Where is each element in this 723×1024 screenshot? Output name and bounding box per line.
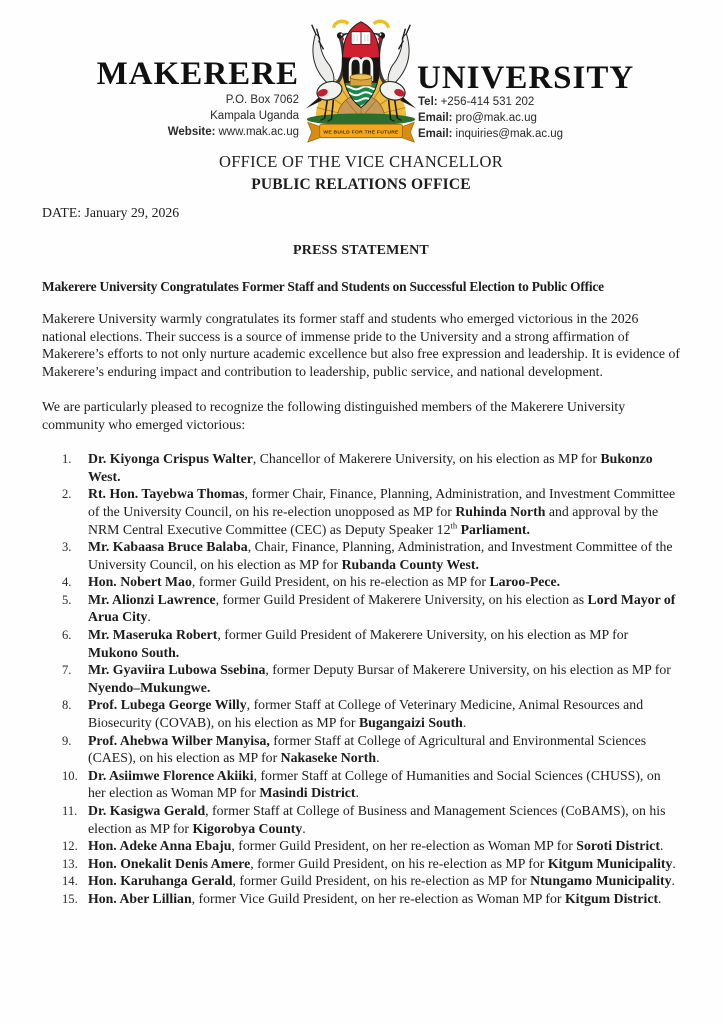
letterhead-line-label: Email: xyxy=(418,112,453,124)
letterhead-line xyxy=(418,94,563,110)
motto-banner xyxy=(308,122,414,142)
letterhead-line-label: Website: xyxy=(167,126,216,138)
letterhead-line-label: Tel: xyxy=(418,96,438,108)
letterhead-line-value: Kampala Uganda xyxy=(210,110,299,122)
wordmark-makerere: MAKERERE xyxy=(96,56,299,92)
body-paragraphs xyxy=(42,310,680,433)
office-title: OFFICE OF THE VICE CHANCELLOR xyxy=(218,152,504,171)
body-paragraph: Makerere University warmly congratulates its former staff and students who emerged victorious in the 2026 national elections. Their success is a source of immense pride to the University and a strong affirmation of Makerere’s efforts to not only nurture academic excellence but also free expression and leadership. It is evidence of Makerere’s enduring impact and contribution to leadership, public service, and national development. xyxy=(42,310,680,379)
letterhead-line xyxy=(418,110,563,126)
date-line: DATE: January 29, 2026 xyxy=(42,205,180,221)
list-item: Mr. Gyaviira Lubowa Ssebina, former Deputy Bursar of Makerere University, on his election as MP for Nyendo–Mukungwe. xyxy=(88,662,671,695)
list-item: Dr. Kiyonga Crispus Walter, Chancellor of Makerere University, on his election as MP for Bukonzo West. xyxy=(88,451,653,484)
list-item: Dr. Kasigwa Gerald, former Staff at College of Business and Management Sciences (CoBAMS), on his election as MP for Kigorobya County. xyxy=(88,803,666,836)
list-item: Prof. Lubega George Willy, former Staff at College of Veterinary Medicine, Animal Resources and Biosecurity (COVAB), on his election as MP for Bugangaizi South. xyxy=(88,697,644,731)
address-block xyxy=(168,92,299,140)
letterhead-line xyxy=(168,124,299,140)
body-paragraph: We are particularly pleased to recognize the following distinguished members of the Makerere University community who emerged victorious: xyxy=(42,398,626,432)
office-subtitle: PUBLIC RELATIONS OFFICE xyxy=(251,175,471,193)
contact-block xyxy=(418,94,563,142)
list-item: Mr. Alionzi Lawrence, former Guild President of Makerere University, on his election as Lord Mayor of Arua City. xyxy=(88,591,676,625)
list-item: Rt. Hon. Tayebwa Thomas, former Chair, Finance, Planning, Administration, and Investment Committee of the University Council, on his re-election unopposed as MP for Ruhinda North and approval by the NRM Central Executive Committee (CEC) as Deputy Speaker 12th Parliament. xyxy=(88,486,676,537)
letterhead-line xyxy=(168,92,299,108)
list-item: Mr. Maseruka Robert, former Guild President of Makerere University, on his election as MP for Mukono South. xyxy=(88,627,629,660)
list-item: Mr. Kabaasa Bruce Balaba, Chair, Finance, Planning, Administration, and Investment Committee of the University Council, on his election as MP for Rubanda County West. xyxy=(88,539,673,572)
list-item: Hon. Adeke Anna Ebaju, former Guild President, on her re-election as Woman MP for Soroti District. xyxy=(88,838,664,854)
list-item: Hon. Onekalit Denis Amere, former Guild President, on his re-election as MP for Kitgum Municipality. xyxy=(88,855,676,871)
letterhead-line-value: pro@mak.ac.ug xyxy=(455,112,537,124)
wordmark-university: UNIVERSITY xyxy=(417,60,635,96)
list-item: Hon. Karuhanga Gerald, former Guild President, on his re-election as MP for Ntungamo Municipality. xyxy=(88,873,675,889)
winners-list xyxy=(42,450,680,907)
list-item: Hon. Nobert Mao, former Guild President, on his re-election as MP for Laroo-Pece. xyxy=(88,574,561,590)
letterhead-line-value: P.O. Box 7062 xyxy=(225,94,299,106)
letterhead-line-value: +256-414 531 202 xyxy=(440,96,535,108)
document-body xyxy=(42,153,680,908)
crest-motto: WE BUILD FOR THE FUTURE xyxy=(323,130,399,136)
letterhead-line-value: inquiries@mak.ac.ug xyxy=(455,128,564,140)
university-crest-icon xyxy=(291,8,431,146)
list-item: Dr. Asiimwe Florence Akiiki, former Staff at College of Humanities and Social Sciences (CHUSS), on her election as Woman MP for Masindi District. xyxy=(88,767,661,801)
letterhead-line-value: www.mak.ac.ug xyxy=(218,126,299,138)
book-icon xyxy=(351,32,371,45)
letterhead-line xyxy=(168,108,299,124)
statement-headline: Makerere University Congratulates Former Staff and Students on Successful Election to Public Office xyxy=(42,279,604,295)
letterhead-line-label: Email: xyxy=(418,128,453,140)
list-item: Prof. Ahebwa Wilber Manyisa, former Staff at College of Agricultural and Environmental Sciences (CAES), on his election as MP for Nakaseke North. xyxy=(88,732,647,766)
letterhead-line xyxy=(418,126,563,142)
list-item: Hon. Aber Lillian, former Vice Guild President, on her re-election as Woman MP for Kitgum District. xyxy=(88,890,662,906)
statement-title: PRESS STATEMENT xyxy=(293,242,429,258)
